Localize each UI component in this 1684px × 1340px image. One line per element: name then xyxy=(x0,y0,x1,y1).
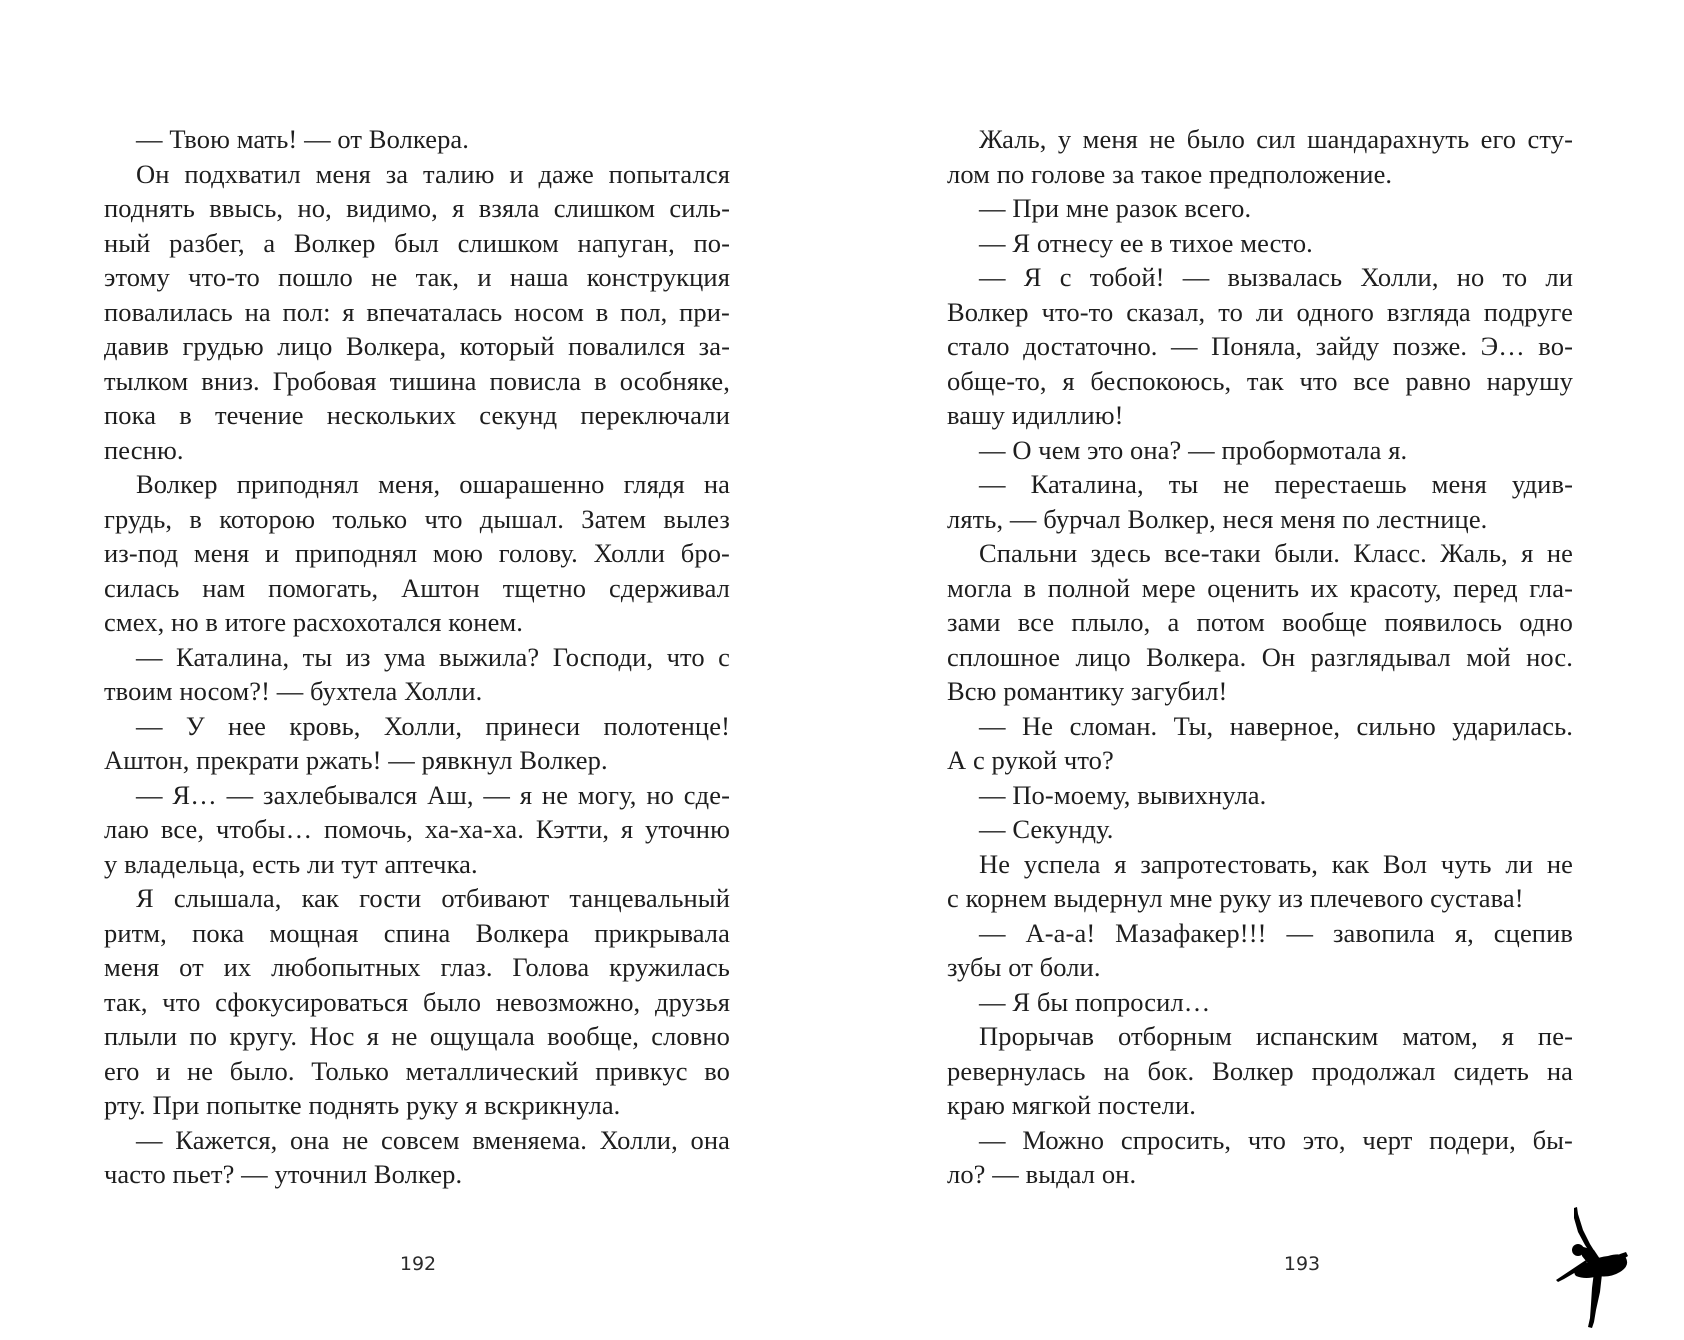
text-line: стало достаточно. — Поняла, зайду позже. Э… во- xyxy=(947,331,1573,361)
text-line: — Я отнесу ее в тихое место. xyxy=(979,227,1313,258)
text-line: Аштон, прекрати ржать! — рявкнул Волкер. xyxy=(104,745,608,775)
text-line: Волкер что-то сказал, то ли одного взгляда подруге xyxy=(947,296,1573,327)
right-page xyxy=(842,0,1684,1340)
text-line: так, что сфокусироваться было невозможно, друзья xyxy=(104,986,730,1017)
text-line: тылком вниз. Гробовая тишина повисла в особняке, xyxy=(104,365,730,396)
text-line: Прорычав отборным испанским матом, я пе- xyxy=(979,1021,1573,1051)
text-line: Волкер приподнял меня, ошарашенно глядя на xyxy=(136,469,730,499)
text-line: зубы от боли. xyxy=(947,952,1101,982)
text-line: — Можно спросить, что это, черт подери, бы- xyxy=(979,1124,1573,1155)
text-line: грудь, в которою только что дышал. Затем вылез xyxy=(104,503,730,534)
ballerina-silhouette-icon xyxy=(1550,1206,1640,1330)
text-line: — Твою мать! — от Волкера. xyxy=(136,124,470,154)
text-line: могла в полной мере оценить их красоту, перед гла- xyxy=(947,572,1573,603)
text-line: рту. При попытке поднять руку я вскрикнула. xyxy=(104,1090,621,1120)
text-line: лять, — бурчал Волкер, неся меня по лестнице. xyxy=(947,503,1488,534)
text-line: — У нее кровь, Холли, принеси полотенце! xyxy=(136,710,730,741)
text-line: краю мягкой постели. xyxy=(947,1090,1196,1120)
text-line: — При мне разок всего. xyxy=(979,193,1252,223)
right-page-text xyxy=(947,122,1573,1192)
text-line: — А-а-а! Мазафакер!!! — завопила я, сцепив xyxy=(979,917,1573,948)
text-line: пока в течение нескольких секунд переключали xyxy=(104,400,730,430)
text-line: Он подхватил меня за талию и даже попытался xyxy=(136,158,730,189)
text-line: А с рукой что? xyxy=(947,745,1114,775)
text-line: часто пьет? — уточнил Волкер. xyxy=(104,1159,463,1189)
text-line: плыли по кругу. Нос я не ощущала вообще, словно xyxy=(104,1021,730,1051)
text-line: Я слышала, как гости отбивают танцевальный xyxy=(136,883,730,913)
text-line: меня от их любопытных глаз. Голова кружилась xyxy=(104,952,730,982)
text-line: с корнем выдернул мне руку из плечевого сустава! xyxy=(947,883,1524,913)
text-line: из-под меня и приподнял мою голову. Холли бро- xyxy=(104,538,730,568)
text-line: его и не было. Только металлический привкус во xyxy=(104,1055,730,1086)
ballerina-standing-leg xyxy=(1588,1272,1602,1328)
text-line: — Я с тобой! — вызвалась Холли, но то ли xyxy=(979,262,1573,292)
text-line: — Каталина, ты не перестаешь меня удив- xyxy=(979,469,1573,499)
text-line: — Не сломан. Ты, наверное, сильно ударилась. xyxy=(979,710,1573,741)
text-line: ревернулась на бок. Волкер продолжал сидеть на xyxy=(947,1055,1573,1086)
text-line: — По-моему, вывихнула. xyxy=(979,779,1267,810)
text-line: твоим носом?! — бухтела Холли. xyxy=(104,676,483,706)
text-line: песню. xyxy=(104,434,184,465)
text-line: — О чем это она? — пробормотала я. xyxy=(979,434,1408,465)
text-line: вашу идиллию! xyxy=(947,400,1124,430)
text-line: Спальни здесь все-таки были. Класс. Жаль, я не xyxy=(979,538,1573,568)
text-line: лом по голове за такое предположение. xyxy=(947,158,1393,189)
text-line: давив грудью лицо Волкера, который повалился за- xyxy=(104,331,730,361)
text-line: Жаль, у меня не было сил шандарахнуть его сту- xyxy=(979,124,1573,154)
text-line: поднять ввысь, но, видимо, я взяла слишком силь- xyxy=(104,193,730,223)
text-line: обще-то, я беспокоюсь, так что все равно нарушу xyxy=(947,365,1573,396)
text-line: — Кажется, она не совсем вменяема. Холли, она xyxy=(136,1124,730,1155)
text-line: сплошное лицо Волкера. Он разглядывал мой нос. xyxy=(947,641,1573,672)
text-line: Всю романтику загубил! xyxy=(947,676,1228,706)
text-line: — Каталина, ты из ума выжила? Господи, что с xyxy=(136,641,730,672)
page-number-right: 193 xyxy=(1283,1253,1321,1275)
text-line: зами все плыло, а потом вообще появилось одно xyxy=(947,607,1573,637)
left-page-text xyxy=(104,122,730,1192)
text-line: лаю все, чтобы… помочь, ха-ха-ха. Кэтти, я уточню xyxy=(104,814,730,844)
text-line: — Я… — захлебывался Аш, — я не могу, но сде- xyxy=(136,779,730,810)
text-line: этому что-то пошло не так, и наша конструкция xyxy=(104,262,730,292)
text-line: ло? — выдал он. xyxy=(947,1159,1137,1189)
text-line: ритм, пока мощная спина Волкера прикрывала xyxy=(104,917,730,948)
text-line: Не успела я запротестовать, как Вол чуть ли не xyxy=(979,848,1573,879)
text-line: повалилась на пол: я впечаталась носом в пол, при- xyxy=(104,296,730,327)
text-line: у владельца, есть ли тут аптечка. xyxy=(104,848,478,879)
text-line: силась нам помогать, Аштон тщетно сдерживал xyxy=(104,572,730,603)
text-line: ный разбег, а Волкер был слишком напуган, по- xyxy=(104,227,730,258)
text-line: — Секунду. xyxy=(979,814,1114,844)
text-line: смех, но в итоге расхохотался конем. xyxy=(104,607,524,637)
page-number-left: 192 xyxy=(399,1253,437,1275)
text-line: — Я бы попросил… xyxy=(979,986,1211,1017)
